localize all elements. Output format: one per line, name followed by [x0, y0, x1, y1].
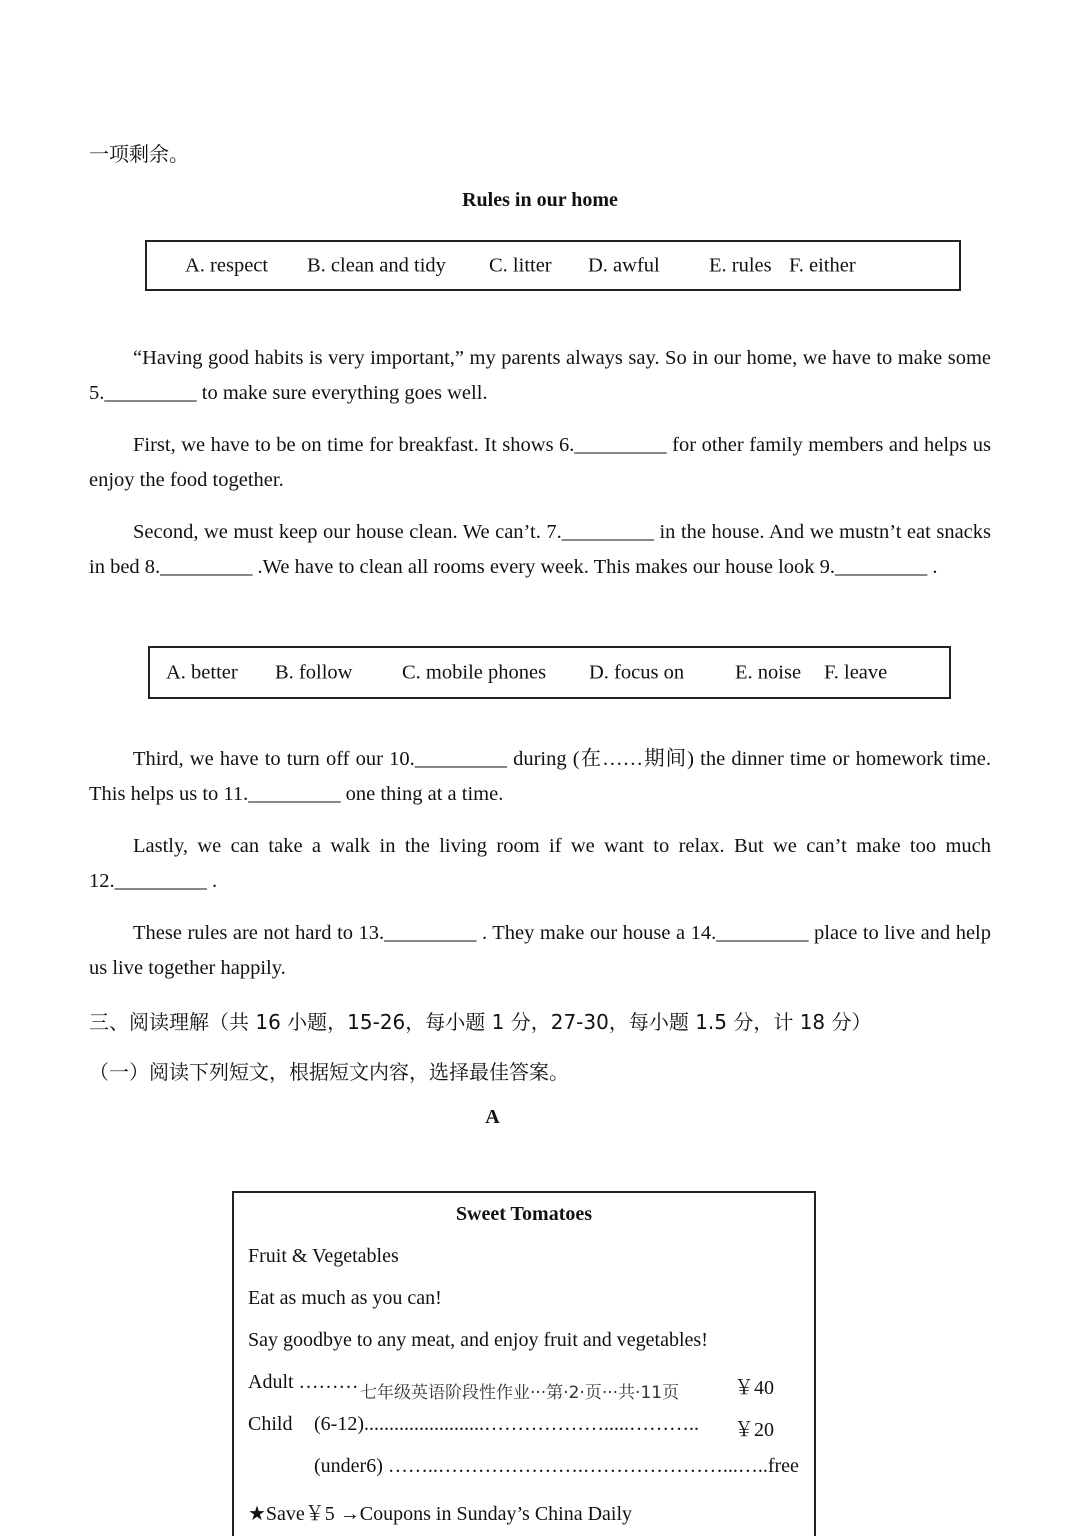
ad-adult-price: ￥40: [734, 1377, 774, 1399]
box2-option-b: B. follow: [275, 661, 353, 683]
box2-option-d: D. focus on: [589, 661, 685, 683]
box1-option-d: D. awful: [588, 254, 660, 276]
paragraph-2: [89, 428, 991, 498]
paragraph-3: [89, 515, 991, 585]
paragraph-3-text: Second, we must keep our house clean. We can’t. 7._________ in the house. And we mustn’t eat snacks in bed 8._________ .We have to clean all rooms every week. This makes our house look 9._________ .: [89, 521, 991, 578]
box1-option-a: A. respect: [185, 254, 269, 276]
box2-option-c: C. mobile phones: [402, 661, 547, 683]
intro-tail: 一项剩余。: [89, 142, 189, 166]
ad-line-eat: Eat as much as you can!: [248, 1287, 442, 1309]
ad-title: Sweet Tomatoes: [455, 1203, 593, 1225]
paragraph-4-text: Third, we have to turn off our 10._________ during (在……期间) the dinner time or homework time. This helps us to 11._________ one thing at a time.: [89, 748, 991, 805]
ad-child-price: ￥20: [734, 1419, 774, 1441]
box1-option-e: E. rules: [709, 254, 772, 276]
word-box-2: [148, 646, 951, 699]
paragraph-5: [89, 829, 991, 899]
ad-child-label: Child: [248, 1413, 293, 1435]
paragraph-2-text: First, we have to be on time for breakfast. It shows 6._________ for other family members and helps us enjoy the food together.: [89, 434, 991, 491]
paragraph-1: [89, 341, 991, 411]
section3-subheading: （一）阅读下列短文，根据短文内容，选择最佳答案。: [89, 1060, 569, 1084]
paragraph-1-text: “Having good habits is very important,” my parents always say. So in our home, we have to make some 5._________ to make sure everything goes well.: [89, 347, 991, 404]
ad-adult-label: Adult ………: [248, 1371, 359, 1393]
box2-option-a: A. better: [166, 661, 238, 683]
paragraph-6: [89, 916, 991, 986]
ad-child-range: (6-12)........................……………….....………..: [314, 1413, 699, 1435]
sweet-tomatoes-ad: [232, 1191, 816, 1536]
paragraph-4: [89, 742, 991, 812]
box2-option-e: E. noise: [735, 661, 802, 683]
passage-label: A: [485, 1106, 500, 1128]
box1-option-b: B. clean and tidy: [307, 254, 446, 276]
section-title: Rules in our home: [462, 189, 618, 211]
section3-heading: 三、阅读理解（共 16 小题，15-26，每小题 1 分，27-30，每小题 1.5 分，计 18 分）: [89, 1010, 872, 1034]
box1-option-c: C. litter: [489, 254, 552, 276]
page-footer: 七年级英语阶段性作业···第·2·页···共·11页: [360, 1383, 680, 1403]
word-box-1: [145, 240, 961, 291]
ad-save-line: ★Save￥5 →Coupons in Sunday’s China Daily: [248, 1503, 633, 1525]
ad-line-fruit: Fruit & Vegetables: [248, 1245, 399, 1267]
ad-line-goodbye: Say goodbye to any meat, and enjoy fruit and vegetables!: [248, 1329, 708, 1351]
paragraph-6-text: These rules are not hard to 13._________ . They make our house a 14._________ place to live and help us live together happily.: [89, 922, 991, 979]
paragraph-5-text: Lastly, we can take a walk in the living room if we want to relax. But we can’t make too much 12._________ .: [89, 835, 991, 892]
ad-under6: (under6) ……..………………….…………………...…..free: [314, 1455, 799, 1477]
box2-option-f: F. leave: [824, 661, 888, 683]
box1-option-f: F. either: [789, 254, 856, 276]
